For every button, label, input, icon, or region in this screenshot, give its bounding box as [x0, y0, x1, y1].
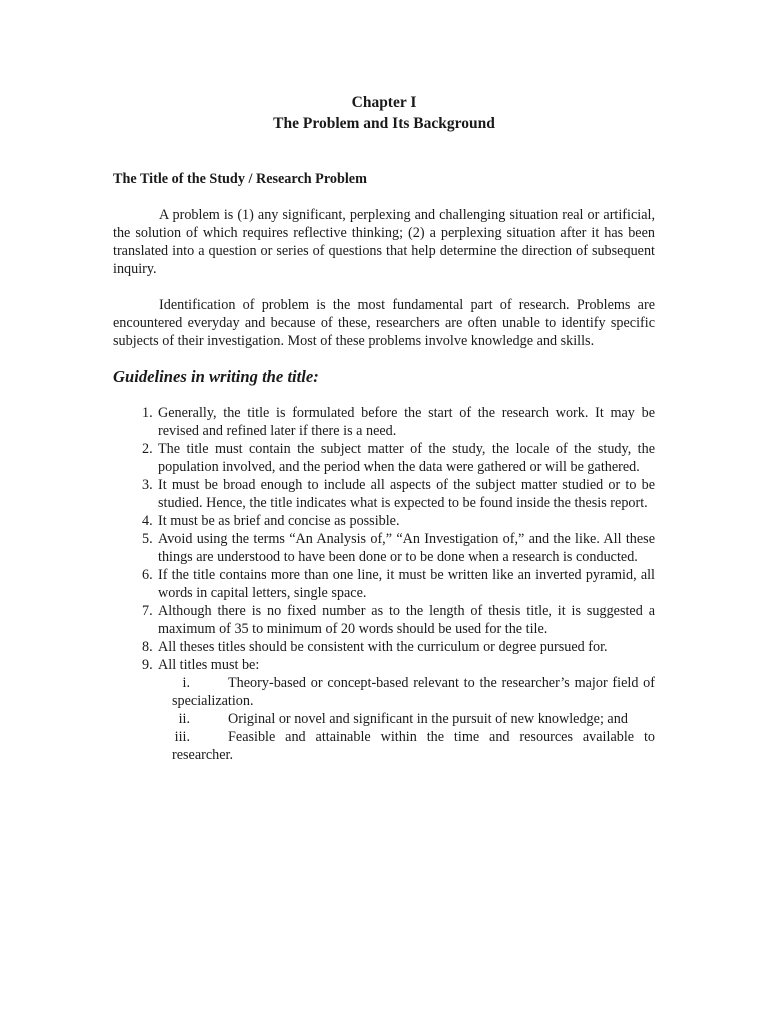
title-requirement-item — [150, 674, 655, 710]
guideline-item — [113, 566, 655, 602]
guideline-text: The title must contain the subject matter of the study, the locale of the study, the population involved, and the period when the data were gathered or will be gathered. — [158, 441, 655, 475]
guideline-number: 6. — [142, 567, 153, 583]
chapter-title: The Problem and Its Background — [273, 115, 495, 132]
guidelines-heading: Guidelines in writing the title: — [113, 367, 319, 386]
title-requirement-number: ii. — [178, 711, 190, 727]
guideline-text: It must be broad enough to include all aspects of the subject matter studied or to be studied. Hence, the title indicates what is expected to be found inside the thesis report. — [158, 477, 655, 511]
guideline-item — [113, 656, 655, 764]
guideline-text: It must be as brief and concise as possible. — [158, 513, 400, 529]
guideline-item — [113, 476, 655, 512]
guidelines-list — [113, 404, 655, 764]
guideline-text: If the title contains more than one line, it must be written like an inverted pyramid, all words in capital letters, single space. — [158, 567, 655, 601]
title-requirement-item — [150, 710, 655, 728]
guideline-number: 1. — [142, 405, 153, 421]
title-requirement-text: Original or novel and significant in the pursuit of new knowledge; and — [228, 711, 628, 727]
chapter-number: Chapter I — [351, 94, 417, 111]
guideline-item — [113, 404, 655, 440]
title-requirement-number: iii. — [174, 729, 190, 745]
guideline-item — [113, 512, 655, 530]
guideline-text: All titles must be: — [158, 657, 260, 673]
section-title: The Title of the Study / Research Problem — [113, 171, 367, 187]
guideline-item — [113, 638, 655, 656]
guideline-number: 9. — [142, 657, 153, 673]
title-requirement-item — [150, 728, 655, 764]
guideline-number: 2. — [142, 441, 153, 457]
guideline-number: 7. — [142, 603, 153, 619]
guideline-number: 3. — [142, 477, 153, 493]
guideline-number: 5. — [142, 531, 153, 547]
guideline-item — [113, 602, 655, 638]
guideline-number: 8. — [142, 639, 153, 655]
paragraph-problem-identification: Identification of problem is the most fundamental part of research. Problems are encountered everyday and because of these, researchers are often unable to identify specific subjects of their investigation. Most of these problems involve knowledge and skills. — [113, 297, 655, 349]
guideline-text: Generally, the title is formulated before the start of the research work. It may be revised and refined later if there is a need. — [158, 405, 655, 439]
guideline-item — [113, 440, 655, 476]
guideline-text: All theses titles should be consistent with the curriculum or degree pursued for. — [158, 639, 608, 655]
title-requirement-text: Theory-based or concept-based relevant to the researcher’s major field of specialization. — [172, 675, 655, 709]
guideline-text: Although there is no fixed number as to the length of thesis title, it is suggested a maximum of 35 to minimum of 20 words should be used for the tile. — [158, 603, 655, 637]
title-requirement-number: i. — [182, 675, 190, 691]
guideline-text: Avoid using the terms “An Analysis of,” “An Investigation of,” and the like. All these things are understood to have been done or to be done when a research is conducted. — [158, 531, 655, 565]
guideline-item — [113, 530, 655, 566]
paragraph-problem-definition: A problem is (1) any significant, perplexing and challenging situation real or artificial, the solution of which requires reflective thinking; (2) a perplexing situation after it has been translated into a question or series of questions that help determine the direction of subsequent inquiry. — [113, 207, 655, 277]
guideline-number: 4. — [142, 513, 153, 529]
title-requirement-text: Feasible and attainable within the time and resources available to researcher. — [172, 729, 655, 763]
title-requirements-list — [150, 674, 655, 764]
